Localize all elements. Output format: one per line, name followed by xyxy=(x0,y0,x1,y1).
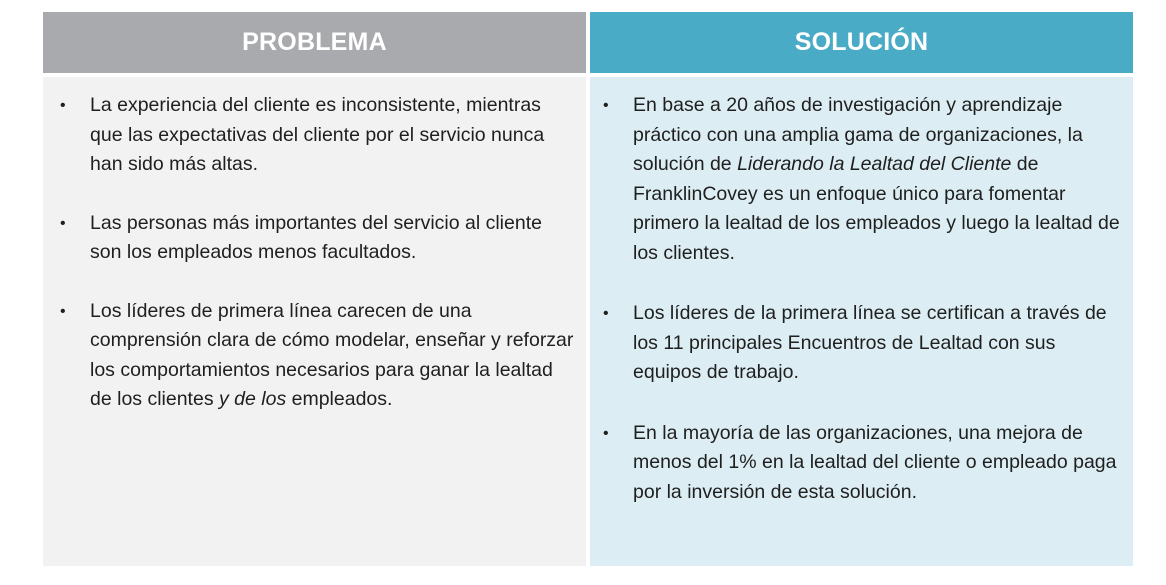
problem-item-italic: y de los xyxy=(219,388,287,410)
bullet-icon: • xyxy=(603,305,609,322)
bullet-icon: • xyxy=(60,97,66,114)
problem-item xyxy=(60,297,574,415)
problem-item-text: La experiencia del cliente es inconsistente, mientras que las expectativas del cliente por el servicio nunca han sido más altas. xyxy=(90,94,545,175)
solution-item-text-end: de FranklinCovey es un enfoque único para fomentar primero la lealtad de los empleados y luego la lealtad de los clientes. xyxy=(633,153,1120,264)
problem-item-text: Las personas más importantes del servicio al cliente son los empleados menos facultados. xyxy=(90,211,542,263)
problem-item xyxy=(60,91,574,180)
problem-header-label: PROBLEMA xyxy=(242,28,387,56)
problem-header xyxy=(43,12,586,73)
solution-item xyxy=(603,419,1121,508)
bullet-icon: • xyxy=(60,214,66,232)
solution-item-text: En la mayoría de las organizaciones, una mejora de menos del 1% en la lealtad del cliente o empleado paga por la inversión de esta solución. xyxy=(633,421,1117,503)
bullet-icon: • xyxy=(60,302,66,320)
solution-column xyxy=(590,77,1133,566)
solution-header xyxy=(590,12,1133,73)
problem-list xyxy=(43,77,586,415)
problem-item xyxy=(60,209,574,268)
problem-item-text-end: empleados. xyxy=(286,388,393,410)
solution-item xyxy=(603,91,1121,268)
problem-solution-table xyxy=(43,12,1133,566)
solution-item-text: En base a 20 años de investigación y aprendizaje práctico con una amplia gama de organizaciones, la solución de xyxy=(633,94,1083,175)
solution-item-italic: Liderando la Lealtad del Cliente xyxy=(737,153,1012,175)
problem-item-text: Los líderes de primera línea carecen de una comprensión clara de cómo modelar, enseñar y reforzar los comportamientos necesarios para ganar la lealtad de los clientes xyxy=(90,299,574,410)
problem-column xyxy=(43,77,586,566)
solution-list xyxy=(590,77,1133,507)
solution-item-text: Los líderes de la primera línea se certifican a través de los 11 principales Encuentros de Lealtad con sus equipos de trabajo. xyxy=(633,302,1107,383)
bullet-icon: • xyxy=(603,424,609,442)
solution-item xyxy=(603,299,1121,388)
bullet-icon: • xyxy=(603,97,609,114)
solution-header-label: SOLUCIÓN xyxy=(794,28,929,56)
